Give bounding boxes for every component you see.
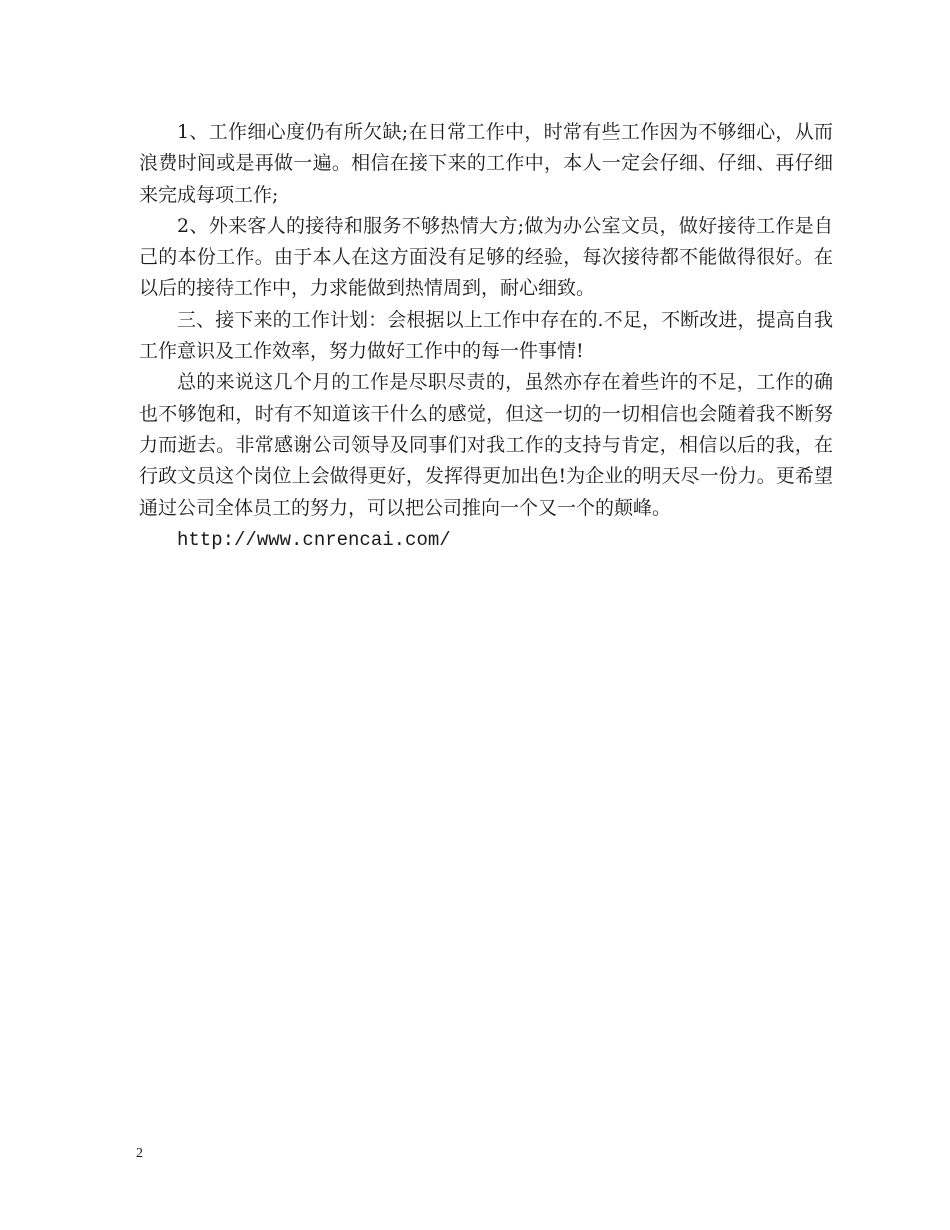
page-number: 2	[136, 1146, 143, 1161]
paragraph-work-plan: 三、接下来的工作计划：会根据以上工作中存在的.不足，不断改进，提高自我工作意识及工作效率，努力做好工作中的每一件事情!	[139, 308, 833, 363]
document-body	[139, 117, 833, 556]
paragraph-summary: 总的来说这几个月的工作是尽职尽责的，虽然亦存在着些许的不足，工作的确也不够饱和，时有不知道该干什么的感觉，但这一切的一切相信也会随着我不断努力而逝去。非常感谢公司领导及同事们对我工作的支持与肯定，相信以后的我，在行政文员这个岗位上会做得更好，发挥得更加出色!为企业的明天尽一份力。更希望通过公司全体员工的努力，可以把公司推向一个又一个的颠峰。	[139, 371, 833, 519]
source-url: http://www.cnrencai.com/	[177, 528, 451, 551]
paragraph-attention-to-detail: 1、工作细心度仍有所欠缺;在日常工作中，时常有些工作因为不够细心，从而浪费时间或是再做一遍。相信在接下来的工作中，本人一定会仔细、仔细、再仔细来完成每项工作;	[139, 121, 833, 206]
paragraph-guest-reception: 2、外来客人的接待和服务不够热情大方;做为办公室文员，做好接待工作是自己的本份工作。由于本人在这方面没有足够的经验，每次接待都不能做得很好。在以后的接待工作中，力求能做到热情周到，耐心细致。	[139, 214, 833, 300]
source-url-paragraph	[139, 524, 833, 556]
